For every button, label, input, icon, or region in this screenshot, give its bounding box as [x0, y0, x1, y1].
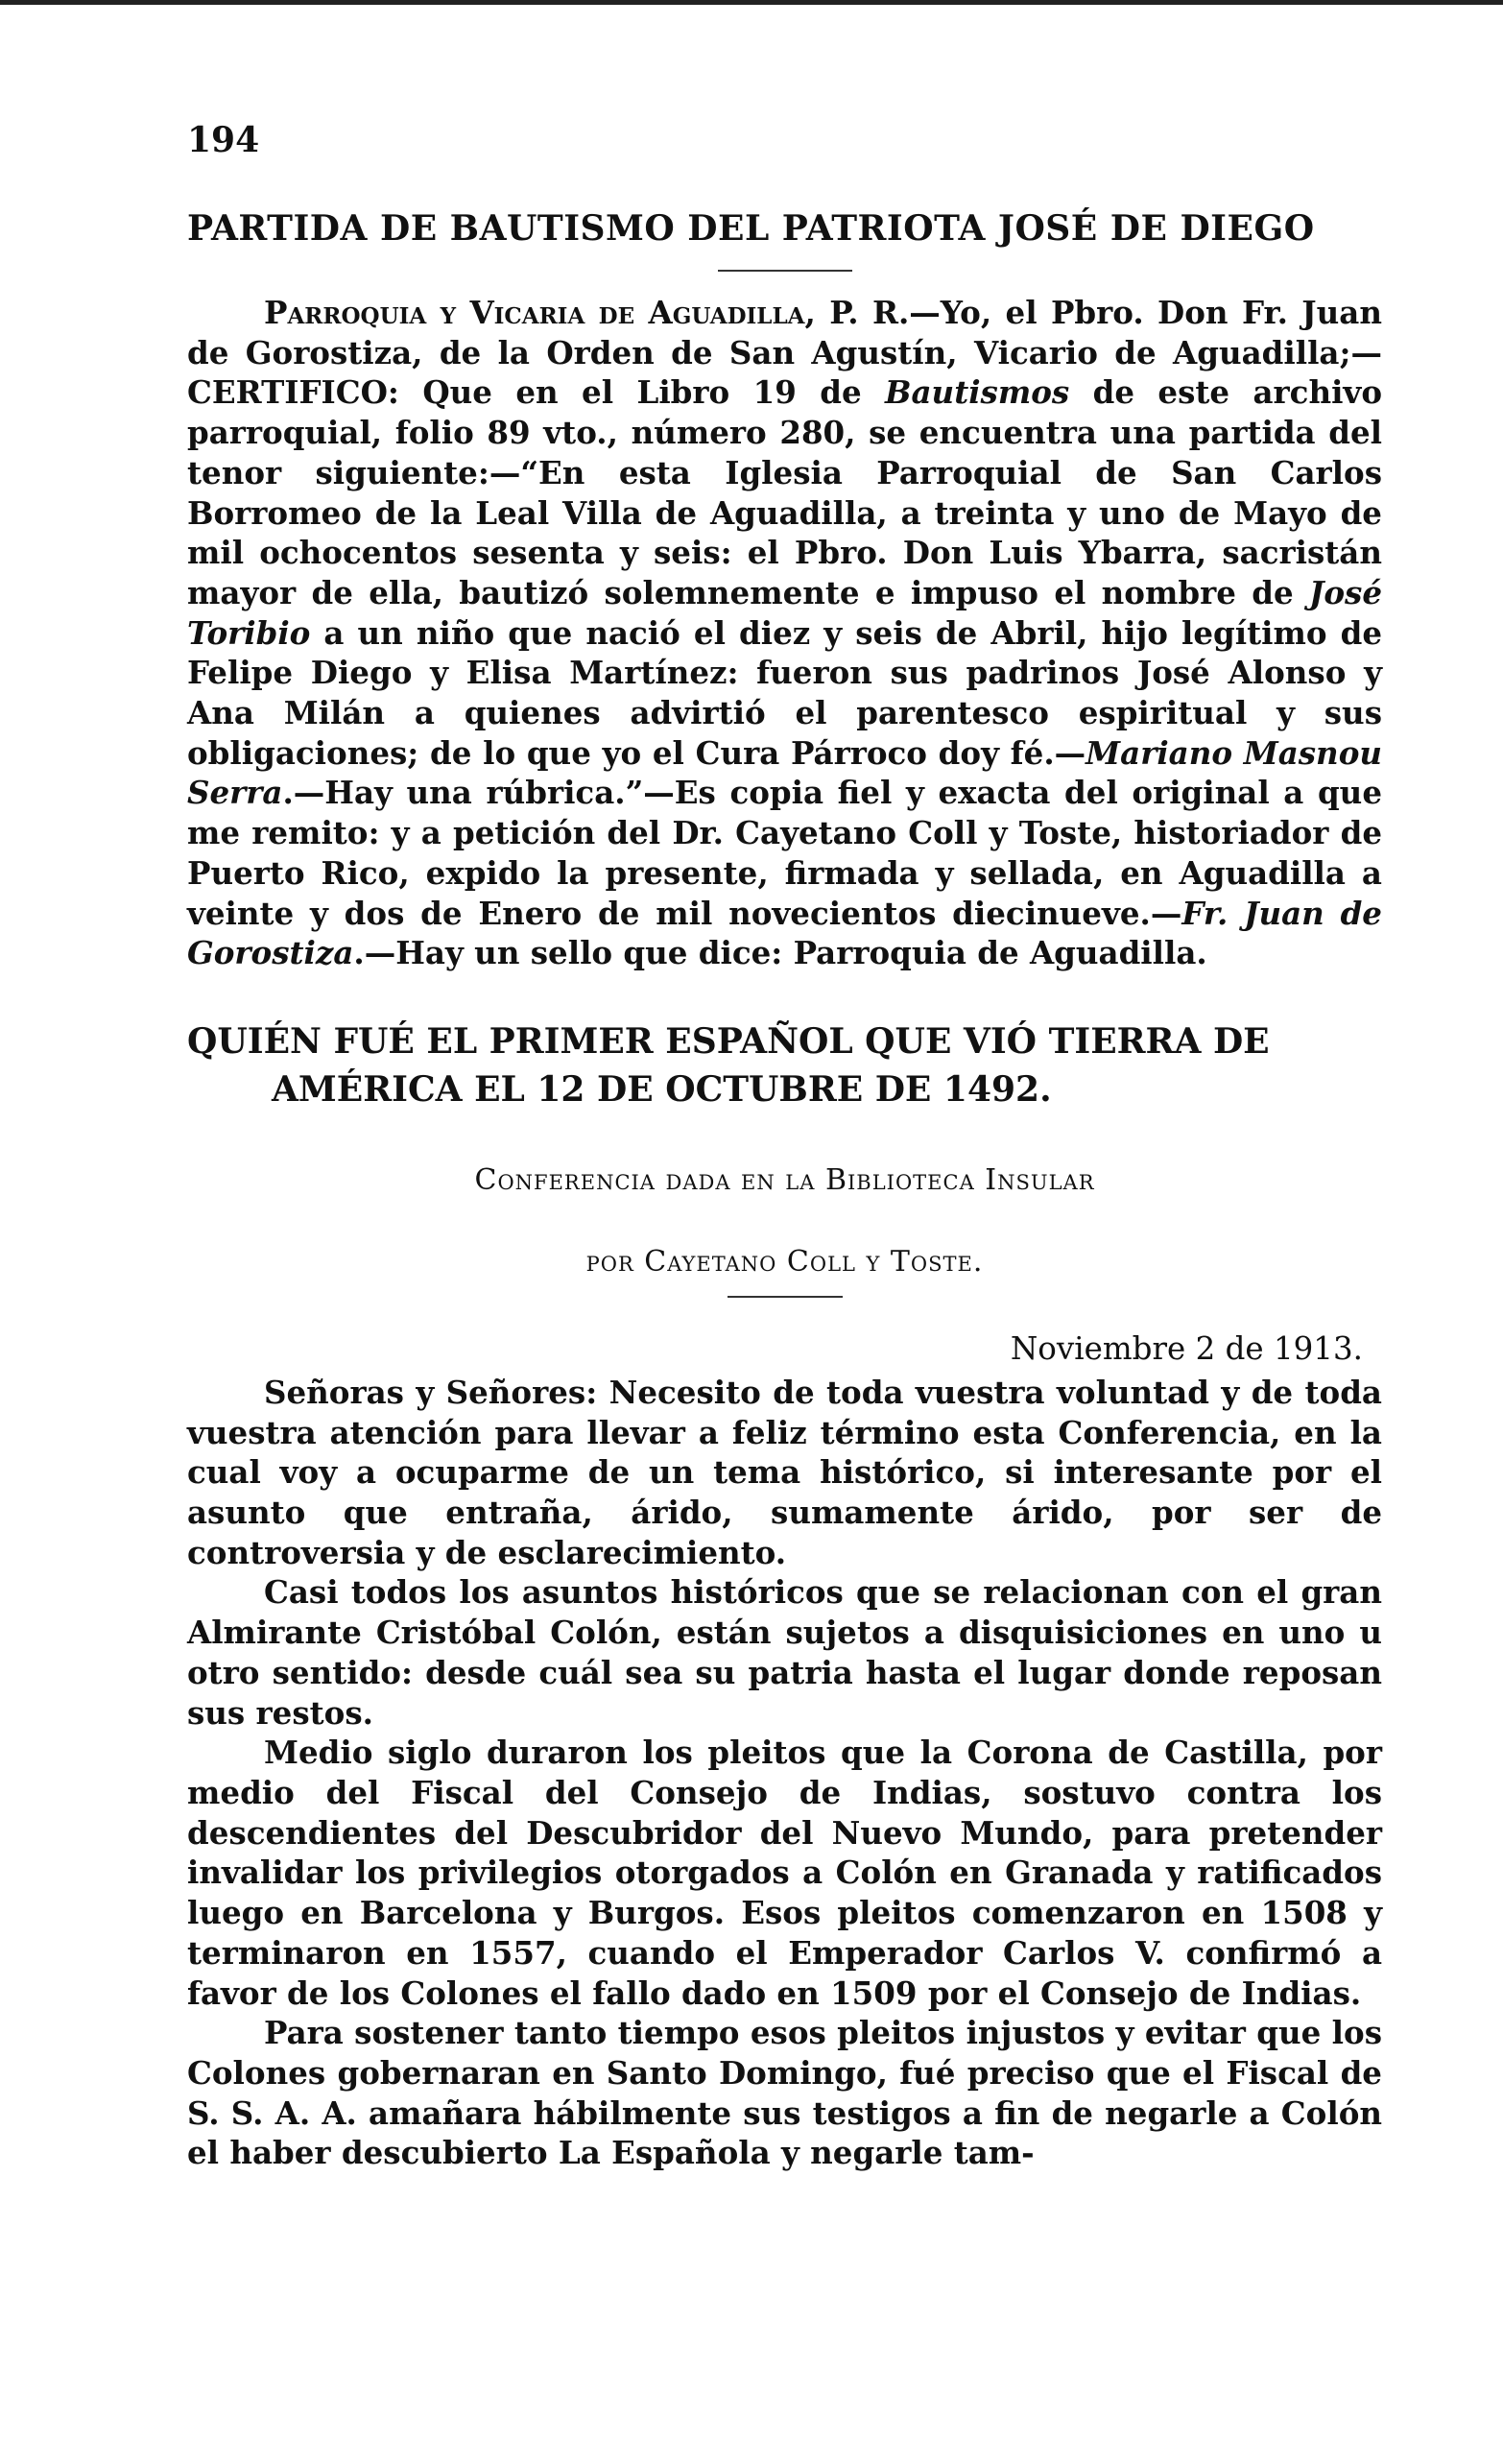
- body-paragraph-2: Casi todos los asuntos históricos que se relacionan con el gran Almirante Cristóbal Colón, están sujetos a disquisiciones en uno u otro sentido: desde cuál sea su patria hasta el lugar donde reposan sus restos.: [187, 1573, 1382, 1732]
- italic-run: Fr. Juan de Gorostiza: [187, 894, 1382, 972]
- author-rule: [728, 1296, 843, 1298]
- top-border-rule: [0, 0, 1503, 5]
- text-run: a un niño que nació el diez y seis de Abril, hijo legítimo de Felipe Diego y Elisa Martínez: fueron sus padrinos José Alonso y Ana Milán a quienes advirtió el parentesco espiritual y sus obligaciones; de lo que yo el Cura Párroco doy fé.—: [187, 613, 1382, 772]
- heading-rule: [718, 270, 852, 272]
- parish-name: Parroquia y Vicaria de Aguadilla: [264, 294, 805, 331]
- text-run: .—Hay una rúbrica.”—Es copia fiel y exacta del original a que me remito: y a petición del Dr. Cayetano Coll y Toste, historiador de Puerto Rico, expido la presente, firmada y sellada, en Aguadilla a veinte y dos de Enero de mil novecientos diecinueve.—: [187, 774, 1382, 932]
- baptism-record-paragraph: [187, 293, 1382, 973]
- lecture-title: [187, 1017, 1382, 1113]
- italic-run: José Toribio: [187, 573, 1382, 652]
- body-paragraph-1: Señoras y Señores: Necesito de toda vuestra voluntad y de toda vuestra atención para llevar a feliz término esta Conferencia, en la cual voy a ocuparme de un tema histórico, si interesante por el asunto que entraña, árido, sumamente árido, por ser de controversia y de esclarecimiento.: [187, 1373, 1382, 1571]
- lecture-author: por Cayetano Coll y Toste.: [585, 1244, 984, 1279]
- lecture-date: Noviembre 2 de 1913.: [1010, 1329, 1363, 1367]
- text-run: , P. R.—Yo, el Pbro. Don Fr. Juan de Gorostiza, de la Orden de San Agustín, Vicario de Aguadilla;—CERTIFICO: Que en el Libro 19 de: [187, 294, 1382, 412]
- lecture-subtitle: Conferencia dada en la Biblioteca Insular: [474, 1162, 1095, 1197]
- section-heading: PARTIDA DE BAUTISMO DEL PATRIOTA JOSÉ DE DIEGO: [187, 208, 1315, 249]
- lecture-title-line-1: QUIÉN FUÉ EL PRIMER ESPAÑOL QUE VIÓ TIERRA DE: [187, 1020, 1270, 1062]
- italic-run: Mariano Masnou Serra: [187, 733, 1382, 812]
- text-run: de este archivo parroquial, folio 89 vto., número 280, se encuentra una partida del tenor siguiente:—“En esta Iglesia Parroquial de San Carlos Borromeo de la Leal Villa de Aguadilla, a treinta y uno de Mayo de mil ochocentos sesenta y seis: el Pbro. Don Luis Ybarra, sacristán mayor de ella, bautizó solemnemente e impuso el nombre de: [187, 373, 1382, 611]
- text-run: .—Hay un sello que dice: Parroquia de Aguadilla.: [353, 934, 1207, 972]
- page: [187, 120, 1382, 2173]
- body-paragraph-3: Medio siglo duraron los pleitos que la Corona de Castilla, por medio del Fiscal del Consejo de Indias, sostuvo contra los descendientes del Descubridor del Nuevo Mundo, para pretender invalidar los privilegios otorgados a Colón en Granada y ratificados luego en Barcelona y Burgos. Esos pleitos comenzaron en 1508 y terminaron en 1557, cuando el Emperador Carlos V. confirmó a favor de los Colones el fallo dado en 1509 por el Consejo de Indias.: [187, 1734, 1382, 2012]
- lecture-title-line-2: AMÉRICA EL 12 DE OCTUBRE DE 1492.: [272, 1068, 1052, 1110]
- page-number: 194: [187, 120, 260, 160]
- italic-run: Bautismos: [885, 373, 1070, 412]
- body-paragraph-4: Para sostener tanto tiempo esos pleitos injustos y evitar que los Colones gobernaran en Santo Domingo, fué preciso que el Fiscal de S. S. A. A. amañara hábilmente sus testigos a fin de negarle a Colón el haber descubierto La Española y negarle tam-: [187, 2014, 1382, 2172]
